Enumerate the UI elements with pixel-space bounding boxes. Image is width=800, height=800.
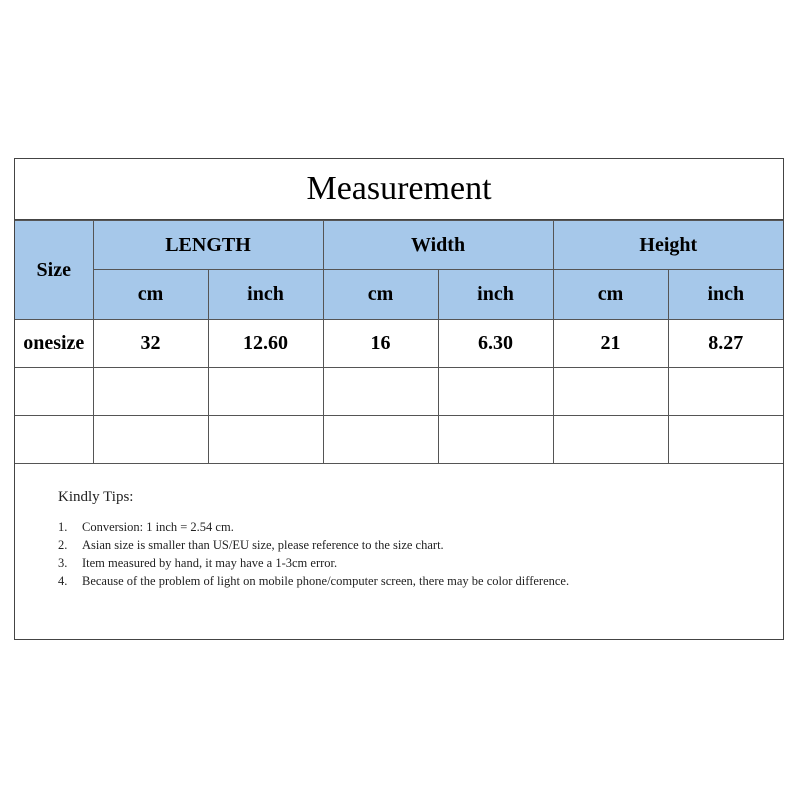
unit-header: inch xyxy=(668,270,783,320)
table-row xyxy=(15,416,783,464)
table-cell xyxy=(668,416,783,464)
table-cell xyxy=(668,368,783,416)
unit-header: cm xyxy=(553,270,668,320)
length-header: LENGTH xyxy=(93,221,323,270)
size-header: Size xyxy=(15,221,93,320)
unit-header: inch xyxy=(208,270,323,320)
tips-list xyxy=(58,518,758,590)
table-cell: onesize xyxy=(15,320,93,368)
list-text: Asian size is smaller than US/EU size, please reference to the size chart. xyxy=(82,538,444,552)
table-cell xyxy=(553,368,668,416)
unit-header: inch xyxy=(438,270,553,320)
table-row xyxy=(15,320,783,368)
unit-header: cm xyxy=(93,270,208,320)
table-row xyxy=(15,368,783,416)
table-cell xyxy=(323,368,438,416)
header-row-units xyxy=(15,270,783,320)
table-cell xyxy=(438,416,553,464)
table-cell xyxy=(438,368,553,416)
width-header: Width xyxy=(323,221,553,270)
page-title: Measurement xyxy=(15,159,783,220)
table-cell xyxy=(15,368,93,416)
table-cell xyxy=(208,368,323,416)
tips-heading: Kindly Tips: xyxy=(58,489,134,505)
header-row-groups xyxy=(15,221,783,270)
list-number: 2. xyxy=(58,538,68,552)
table-cell xyxy=(93,368,208,416)
list-item xyxy=(58,518,758,536)
table-cell xyxy=(208,416,323,464)
list-item xyxy=(58,554,758,572)
list-text: Item measured by hand, it may have a 1-3cm error. xyxy=(82,556,338,570)
table-cell: 32 xyxy=(93,320,208,368)
tips-section xyxy=(58,489,758,590)
table-cell: 16 xyxy=(323,320,438,368)
table-cell: 8.27 xyxy=(668,320,783,368)
list-number: 1. xyxy=(58,520,68,534)
size-table xyxy=(15,220,783,464)
measurement-sheet xyxy=(14,158,784,640)
table-cell xyxy=(15,416,93,464)
list-item xyxy=(58,572,758,590)
list-text: Because of the problem of light on mobile phone/computer screen, there may be color difference. xyxy=(82,574,570,588)
table-cell xyxy=(93,416,208,464)
list-number: 4. xyxy=(58,574,68,588)
table-cell xyxy=(553,416,668,464)
table-cell: 6.30 xyxy=(438,320,553,368)
unit-header: cm xyxy=(323,270,438,320)
list-number: 3. xyxy=(58,556,68,570)
height-header: Height xyxy=(553,221,783,270)
table-cell: 12.60 xyxy=(208,320,323,368)
table-cell: 21 xyxy=(553,320,668,368)
list-item xyxy=(58,536,758,554)
list-text: Conversion: 1 inch = 2.54 cm. xyxy=(82,520,234,534)
table-cell xyxy=(323,416,438,464)
